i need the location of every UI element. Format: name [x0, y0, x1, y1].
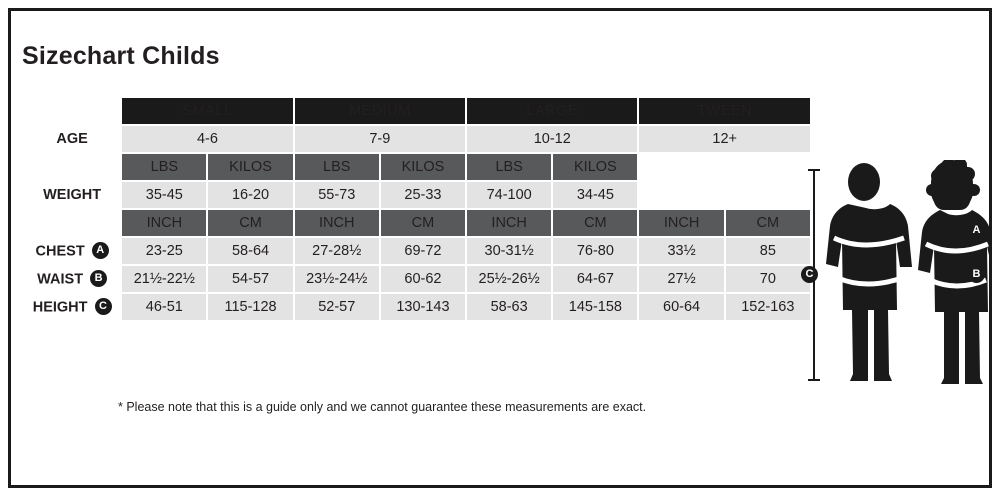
table-row-measure-units	[24, 210, 810, 236]
chest-small-inch: 23-25	[122, 238, 206, 264]
weight-large-lbs: 74-100	[467, 182, 551, 208]
figure-badge-b: B	[968, 266, 985, 283]
measure-unit-medium-inch: INCH	[295, 210, 379, 236]
size-header-medium: MEDIUM	[295, 98, 465, 124]
height-medium-inch: 52-57	[295, 294, 379, 320]
height-medium-cm: 130-143	[381, 294, 465, 320]
measure-unit-small-cm: CM	[208, 210, 292, 236]
table-row-height	[24, 294, 810, 320]
corner-cell	[24, 98, 120, 124]
measure-unit-medium-cm: CM	[381, 210, 465, 236]
table-row-chest	[24, 238, 810, 264]
height-badge: C	[95, 298, 112, 315]
row-label-waist	[24, 266, 120, 292]
measure-unit-large-cm: CM	[553, 210, 637, 236]
row-label-waist-text: WAIST	[37, 270, 84, 287]
boy-silhouette-icon	[826, 163, 912, 381]
waist-medium-cm: 60-62	[381, 266, 465, 292]
height-small-cm: 115-128	[208, 294, 292, 320]
age-large: 10-12	[467, 126, 637, 152]
waist-tween-inch: 27½	[639, 266, 723, 292]
table-row-weight-units	[24, 154, 810, 180]
chest-tween-cm: 85	[726, 238, 810, 264]
measure-unit-large-inch: INCH	[467, 210, 551, 236]
weight-tween-empty-1	[639, 182, 723, 208]
weight-large-kilos: 34-45	[553, 182, 637, 208]
row-label-height-text: HEIGHT	[32, 298, 88, 315]
size-header-large: LARGE	[467, 98, 637, 124]
height-large-cm: 145-158	[553, 294, 637, 320]
waist-tween-cm: 70	[726, 266, 810, 292]
row-label-height	[24, 294, 120, 320]
waist-medium-inch: 23½-24½	[295, 266, 379, 292]
table-row-size-headers	[24, 98, 810, 124]
chest-badge: A	[92, 242, 109, 259]
weight-unit-large-lbs: LBS	[467, 154, 551, 180]
weight-small-kilos: 16-20	[208, 182, 292, 208]
weight-units-spacer	[24, 154, 120, 180]
height-large-inch: 58-63	[467, 294, 551, 320]
weight-unit-medium-lbs: LBS	[295, 154, 379, 180]
measure-unit-tween-inch: INCH	[639, 210, 723, 236]
waist-small-inch: 21½-22½	[122, 266, 206, 292]
child-figures-illustration	[800, 160, 990, 390]
table-row-weight	[24, 182, 810, 208]
measure-units-spacer	[24, 210, 120, 236]
table-row-age	[24, 126, 810, 152]
figure-badge-a: A	[968, 222, 985, 239]
table-row-waist	[24, 266, 810, 292]
size-header-tween: TWEEN	[639, 98, 810, 124]
weight-unit-tween-empty-1	[639, 154, 723, 180]
weight-unit-small-kilos: KILOS	[208, 154, 292, 180]
waist-badge: B	[90, 270, 107, 287]
weight-tween-empty-2	[726, 182, 810, 208]
footnote-text: * Please note that this is a guide only and we cannot guarantee these measurements are exact.	[118, 400, 647, 414]
chest-large-inch: 30-31½	[467, 238, 551, 264]
chest-small-cm: 58-64	[208, 238, 292, 264]
weight-unit-medium-kilos: KILOS	[381, 154, 465, 180]
age-small: 4-6	[122, 126, 292, 152]
weight-unit-large-kilos: KILOS	[553, 154, 637, 180]
waist-small-cm: 54-57	[208, 266, 292, 292]
size-table	[22, 96, 812, 322]
size-table-container	[22, 96, 812, 322]
waist-large-cm: 64-67	[553, 266, 637, 292]
weight-unit-small-lbs: LBS	[122, 154, 206, 180]
age-tween: 12+	[639, 126, 810, 152]
height-tween-inch: 60-64	[639, 294, 723, 320]
row-label-chest	[24, 238, 120, 264]
weight-medium-lbs: 55-73	[295, 182, 379, 208]
measurement-figures-panel	[800, 160, 990, 390]
height-tween-cm: 152-163	[726, 294, 810, 320]
page-title: Sizechart Childs	[22, 42, 220, 70]
age-medium: 7-9	[295, 126, 465, 152]
chest-large-cm: 76-80	[553, 238, 637, 264]
weight-small-lbs: 35-45	[122, 182, 206, 208]
figure-badge-c: C	[801, 266, 818, 283]
row-label-chest-text: CHEST	[35, 242, 85, 259]
chest-tween-inch: 33½	[639, 238, 723, 264]
measure-unit-tween-cm: CM	[726, 210, 810, 236]
row-label-weight: WEIGHT	[43, 187, 102, 203]
chest-medium-cm: 69-72	[381, 238, 465, 264]
measure-unit-small-inch: INCH	[122, 210, 206, 236]
row-label-age: AGE	[56, 131, 88, 147]
chest-medium-inch: 27-28½	[295, 238, 379, 264]
waist-large-inch: 25½-26½	[467, 266, 551, 292]
weight-unit-tween-empty-2	[726, 154, 810, 180]
weight-medium-kilos: 25-33	[381, 182, 465, 208]
size-header-small: SMALL	[122, 98, 292, 124]
height-small-inch: 46-51	[122, 294, 206, 320]
